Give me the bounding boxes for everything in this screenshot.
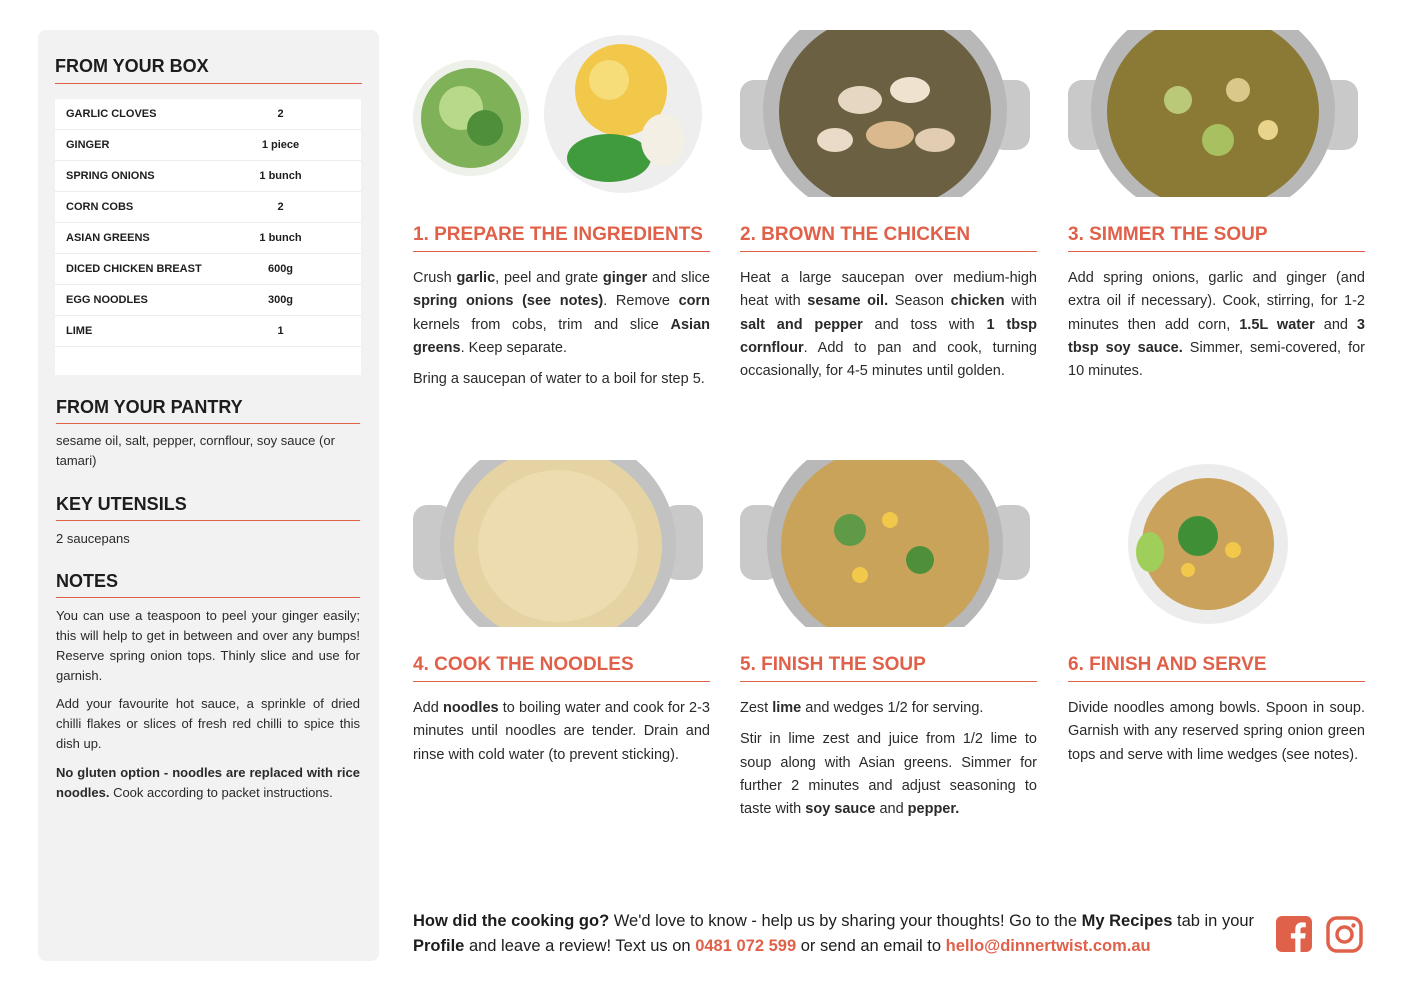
text-run: spring onions (see notes) (413, 293, 604, 310)
soup-pan-image (1068, 30, 1358, 197)
notes-paragraph-1: You can use a teaspoon to peel your ginger easily; this will help to get in between and over any bumps! Reserve spring onion tops. Thinly slice and use for garnish. (56, 608, 360, 683)
step-3-text (1068, 267, 1365, 383)
ingredient-quantity: 2 (277, 108, 284, 120)
text-run: and wedges 1/2 for serving. (801, 700, 984, 716)
text-run: with (1004, 293, 1037, 310)
text-run: Divide noodles among bowls. Spoon in soup. Garnish with any reserved spring onion green tops and serve with lime wedges (see notes). (1068, 700, 1365, 763)
text-run: How did the cooking go? (413, 912, 610, 930)
ingredient-row (55, 316, 361, 347)
step-6-paragraph-1 (1068, 697, 1365, 767)
text-run: My Recipes (1081, 912, 1173, 930)
ingredient-row (55, 161, 361, 192)
text-run: Season (888, 293, 951, 310)
text-run: Heat a large saucepan over medium-high heat with (740, 270, 1037, 310)
ingredient-name: EGG NOODLES (66, 294, 148, 306)
utensils-text: 2 saucepans (56, 531, 130, 546)
ingredient-row (55, 130, 361, 161)
text-run: or send an email to (796, 937, 946, 955)
text-run: 1 tbsp cornflour (740, 316, 1037, 356)
text-run: kernels from cobs, trim and slice (413, 316, 671, 333)
ingredient-quantity: 1 bunch (259, 170, 302, 182)
facebook-icon (1276, 916, 1312, 952)
noodles-colander-image (413, 460, 703, 627)
notes-paragraph-3 (56, 763, 360, 803)
step-4-text (413, 697, 710, 767)
text-run: salt and pepper (740, 316, 863, 333)
ingredient-name: GINGER (66, 139, 110, 151)
step-2-heading: 2. BROWN THE CHICKEN (740, 224, 1037, 252)
text-run: Stir in lime zest and juice from 1/2 lime to soup along with Asian greens. Simmer for further 2 minutes and adjust seasoning to taste with (740, 731, 1037, 818)
step-5-paragraph-1 (740, 697, 1037, 720)
ingredient-row (55, 99, 361, 130)
step-2-text (740, 267, 1037, 383)
ingredient-quantity: 1 bunch (259, 232, 302, 244)
ingredient-quantity: 300g (267, 294, 294, 306)
text-run: , peel and grate (495, 270, 603, 286)
step-1-paragraph-1 (413, 267, 710, 360)
served-bowl-image (1068, 460, 1358, 627)
photo-noodles (413, 460, 703, 627)
finished-soup-pan-image (740, 460, 1030, 627)
text-run: Add spring onions, garlic and ginger (and extra oil if necessary). Cook, stirring, for 1-2 minutes then add corn, (1068, 270, 1365, 333)
ingredient-quantity: 600g (267, 263, 294, 275)
ingredient-name: LIME (66, 325, 93, 337)
feedback-message (413, 909, 1258, 959)
step-1-paragraph-2 (413, 368, 710, 391)
instagram-icon (1326, 916, 1363, 953)
photo-finish-soup (740, 460, 1030, 627)
no-gluten-option: No gluten option - noodles are replaced with rice noodles. (56, 765, 360, 800)
step-3-paragraph-1 (1068, 267, 1365, 383)
pantry-heading: FROM YOUR PANTRY (56, 397, 360, 424)
ingredient-name: ASIAN GREENS (66, 232, 150, 244)
text-run: . Keep separate. (460, 339, 567, 356)
step-4-heading: 4. COOK THE NOODLES (413, 654, 710, 682)
text-run: 3 tbsp soy sauce. (1068, 316, 1365, 356)
notes-heading: NOTES (56, 571, 360, 598)
ingredient-row (55, 223, 361, 254)
step-6-text (1068, 697, 1365, 767)
no-gluten-instructions: Cook according to packet instructions. (109, 785, 333, 800)
text-run: and slice (647, 270, 710, 286)
utensils-heading: KEY UTENSILS (56, 494, 360, 521)
photo-brown-chicken (740, 30, 1030, 197)
ingredient-quantity: 1 (277, 325, 284, 337)
text-run: and leave a review! Text us on (464, 937, 696, 955)
photo-simmer-soup (1068, 30, 1358, 197)
text-run: and (1314, 316, 1357, 333)
facebook-link[interactable] (1276, 916, 1312, 957)
text-run: noodles (442, 700, 499, 716)
text-run: sesame oil. (807, 293, 889, 310)
text-run: . Remove (603, 293, 679, 310)
text-run: chicken (950, 293, 1005, 310)
instagram-link[interactable] (1326, 916, 1363, 958)
step-6-heading: 6. FINISH AND SERVE (1068, 654, 1365, 682)
text-run: pepper. (907, 801, 960, 818)
notes-paragraph-2: Add your favourite hot sauce, a sprinkle of dried chilli flakes or slices of fresh red chilli to spice this dish up. (56, 696, 360, 751)
text-run: Add (413, 700, 443, 716)
step-1-text (413, 267, 710, 391)
ingredient-row (55, 285, 361, 316)
text-run: ginger (602, 270, 648, 286)
from-your-box-heading: FROM YOUR BOX (55, 56, 362, 84)
text-run: We'd love to know - help us by sharing your thoughts! Go to the (609, 912, 1082, 930)
text-run: lime (772, 700, 802, 716)
text-run: soy sauce (805, 801, 876, 818)
step-3-heading: 3. SIMMER THE SOUP (1068, 224, 1365, 252)
text-run: Crush (413, 270, 457, 286)
pantry-text: sesame oil, salt, pepper, cornflour, soy sauce (or tamari) (56, 433, 335, 468)
ingredients-table (55, 99, 361, 375)
ingredient-name: GARLIC CLOVES (66, 108, 157, 120)
ingredient-row (55, 192, 361, 223)
text-run: to boiling water and cook for 2-3 minutes until noodles are tender. Drain and rinse with cold water (to prevent sticking). (413, 700, 710, 763)
text-run: corn (678, 293, 710, 310)
text-run: Asian greens (413, 316, 710, 356)
chicken-pan-image (740, 30, 1030, 197)
ingredient-row (55, 254, 361, 285)
photo-ingredients (413, 30, 703, 197)
text-run: 1.5L water (1239, 316, 1315, 333)
step-5-heading: 5. FINISH THE SOUP (740, 654, 1037, 682)
photo-serve (1068, 460, 1358, 627)
step-5-text (740, 697, 1037, 821)
ingredient-quantity: 1 piece (261, 139, 300, 151)
ingredients-bowls-image (413, 30, 703, 197)
ingredient-name: CORN COBS (66, 201, 134, 213)
ingredient-name: DICED CHICKEN BREAST (66, 263, 202, 275)
text-run: . Add to pan and cook, turning occasionally, for 4-5 minutes until golden. (740, 339, 1037, 380)
ingredient-name: SPRING ONIONS (66, 170, 155, 182)
text-run: Zest (740, 700, 773, 716)
text-run: and (875, 801, 908, 818)
text-run: and toss with (862, 316, 987, 333)
text-run: Profile (413, 937, 465, 955)
text-run: Simmer, semi-covered, for 10 minutes. (1068, 339, 1365, 380)
text-run: Bring a saucepan of water to a boil for step 5. (413, 371, 705, 388)
text-run[interactable]: hello@dinnertwist.com.au (945, 937, 1151, 955)
ingredient-quantity: 2 (277, 201, 284, 213)
step-4-paragraph-1 (413, 697, 710, 767)
text-run: tab in your (1172, 912, 1255, 930)
text-run[interactable]: 0481 072 599 (695, 937, 797, 955)
step-5-paragraph-2 (740, 728, 1037, 821)
step-2-paragraph-1 (740, 267, 1037, 383)
step-1-heading: 1. PREPARE THE INGREDIENTS (413, 224, 710, 252)
text-run: garlic (456, 270, 496, 286)
